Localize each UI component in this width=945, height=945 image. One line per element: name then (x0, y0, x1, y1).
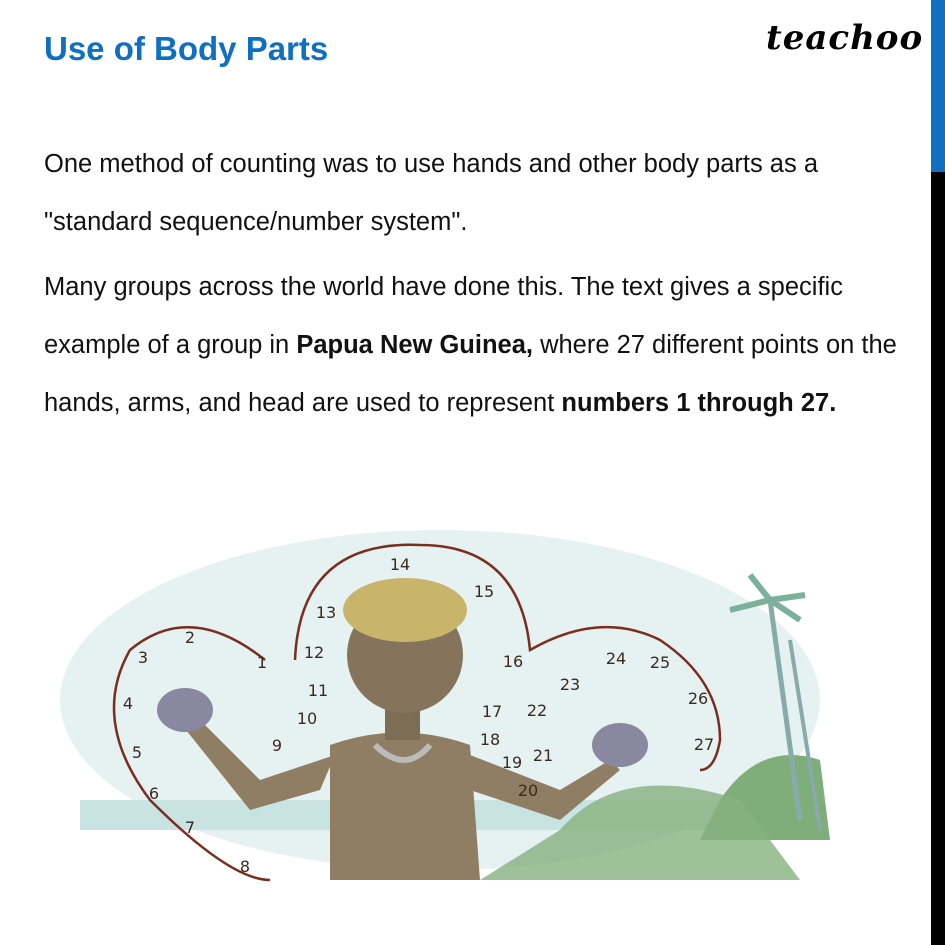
page-title: Use of Body Parts (44, 30, 329, 67)
count-label: 5 (131, 743, 143, 762)
count-label: 18 (479, 730, 501, 749)
count-label: 26 (687, 689, 709, 708)
count-label: 14 (389, 555, 411, 574)
count-label: 10 (296, 709, 318, 728)
body-counting-illustration (60, 520, 840, 900)
count-label: 22 (526, 701, 548, 720)
count-label: 24 (605, 649, 627, 668)
count-label: 9 (271, 736, 283, 755)
count-label: 21 (532, 746, 554, 765)
count-label: 23 (559, 675, 581, 694)
count-label: 2 (184, 628, 196, 647)
bold-text: Papua New Guinea, (296, 331, 533, 359)
count-label: 16 (502, 652, 524, 671)
count-label: 12 (303, 643, 325, 662)
count-label: 6 (148, 784, 160, 803)
count-label: 27 (693, 735, 715, 754)
count-label: 4 (122, 694, 134, 713)
teachoo-logo: teachoo (766, 18, 924, 58)
count-label: 20 (517, 781, 539, 800)
count-label: 3 (137, 648, 149, 667)
count-label: 15 (473, 582, 495, 601)
text: Many groups across the world have done this. The text gives a specific example of a group in (44, 273, 843, 359)
count-label: 7 (184, 818, 196, 837)
text: where 27 different points on the hands, arms, and head are used to represent (44, 331, 897, 417)
count-label: 8 (239, 857, 251, 876)
paragraph-intro: One method of counting was to use hands and other body parts as a "standard sequence/number system". (44, 150, 819, 236)
scrollbar-thumb[interactable] (931, 0, 945, 172)
count-label: 13 (315, 603, 337, 622)
bold-text: numbers 1 through 27. (561, 389, 837, 417)
paragraph-example (44, 258, 904, 432)
count-label: 1 (256, 653, 268, 672)
count-label: 25 (649, 653, 671, 672)
count-label: 17 (481, 702, 503, 721)
count-label: 11 (307, 681, 329, 700)
count-label: 19 (501, 753, 523, 772)
